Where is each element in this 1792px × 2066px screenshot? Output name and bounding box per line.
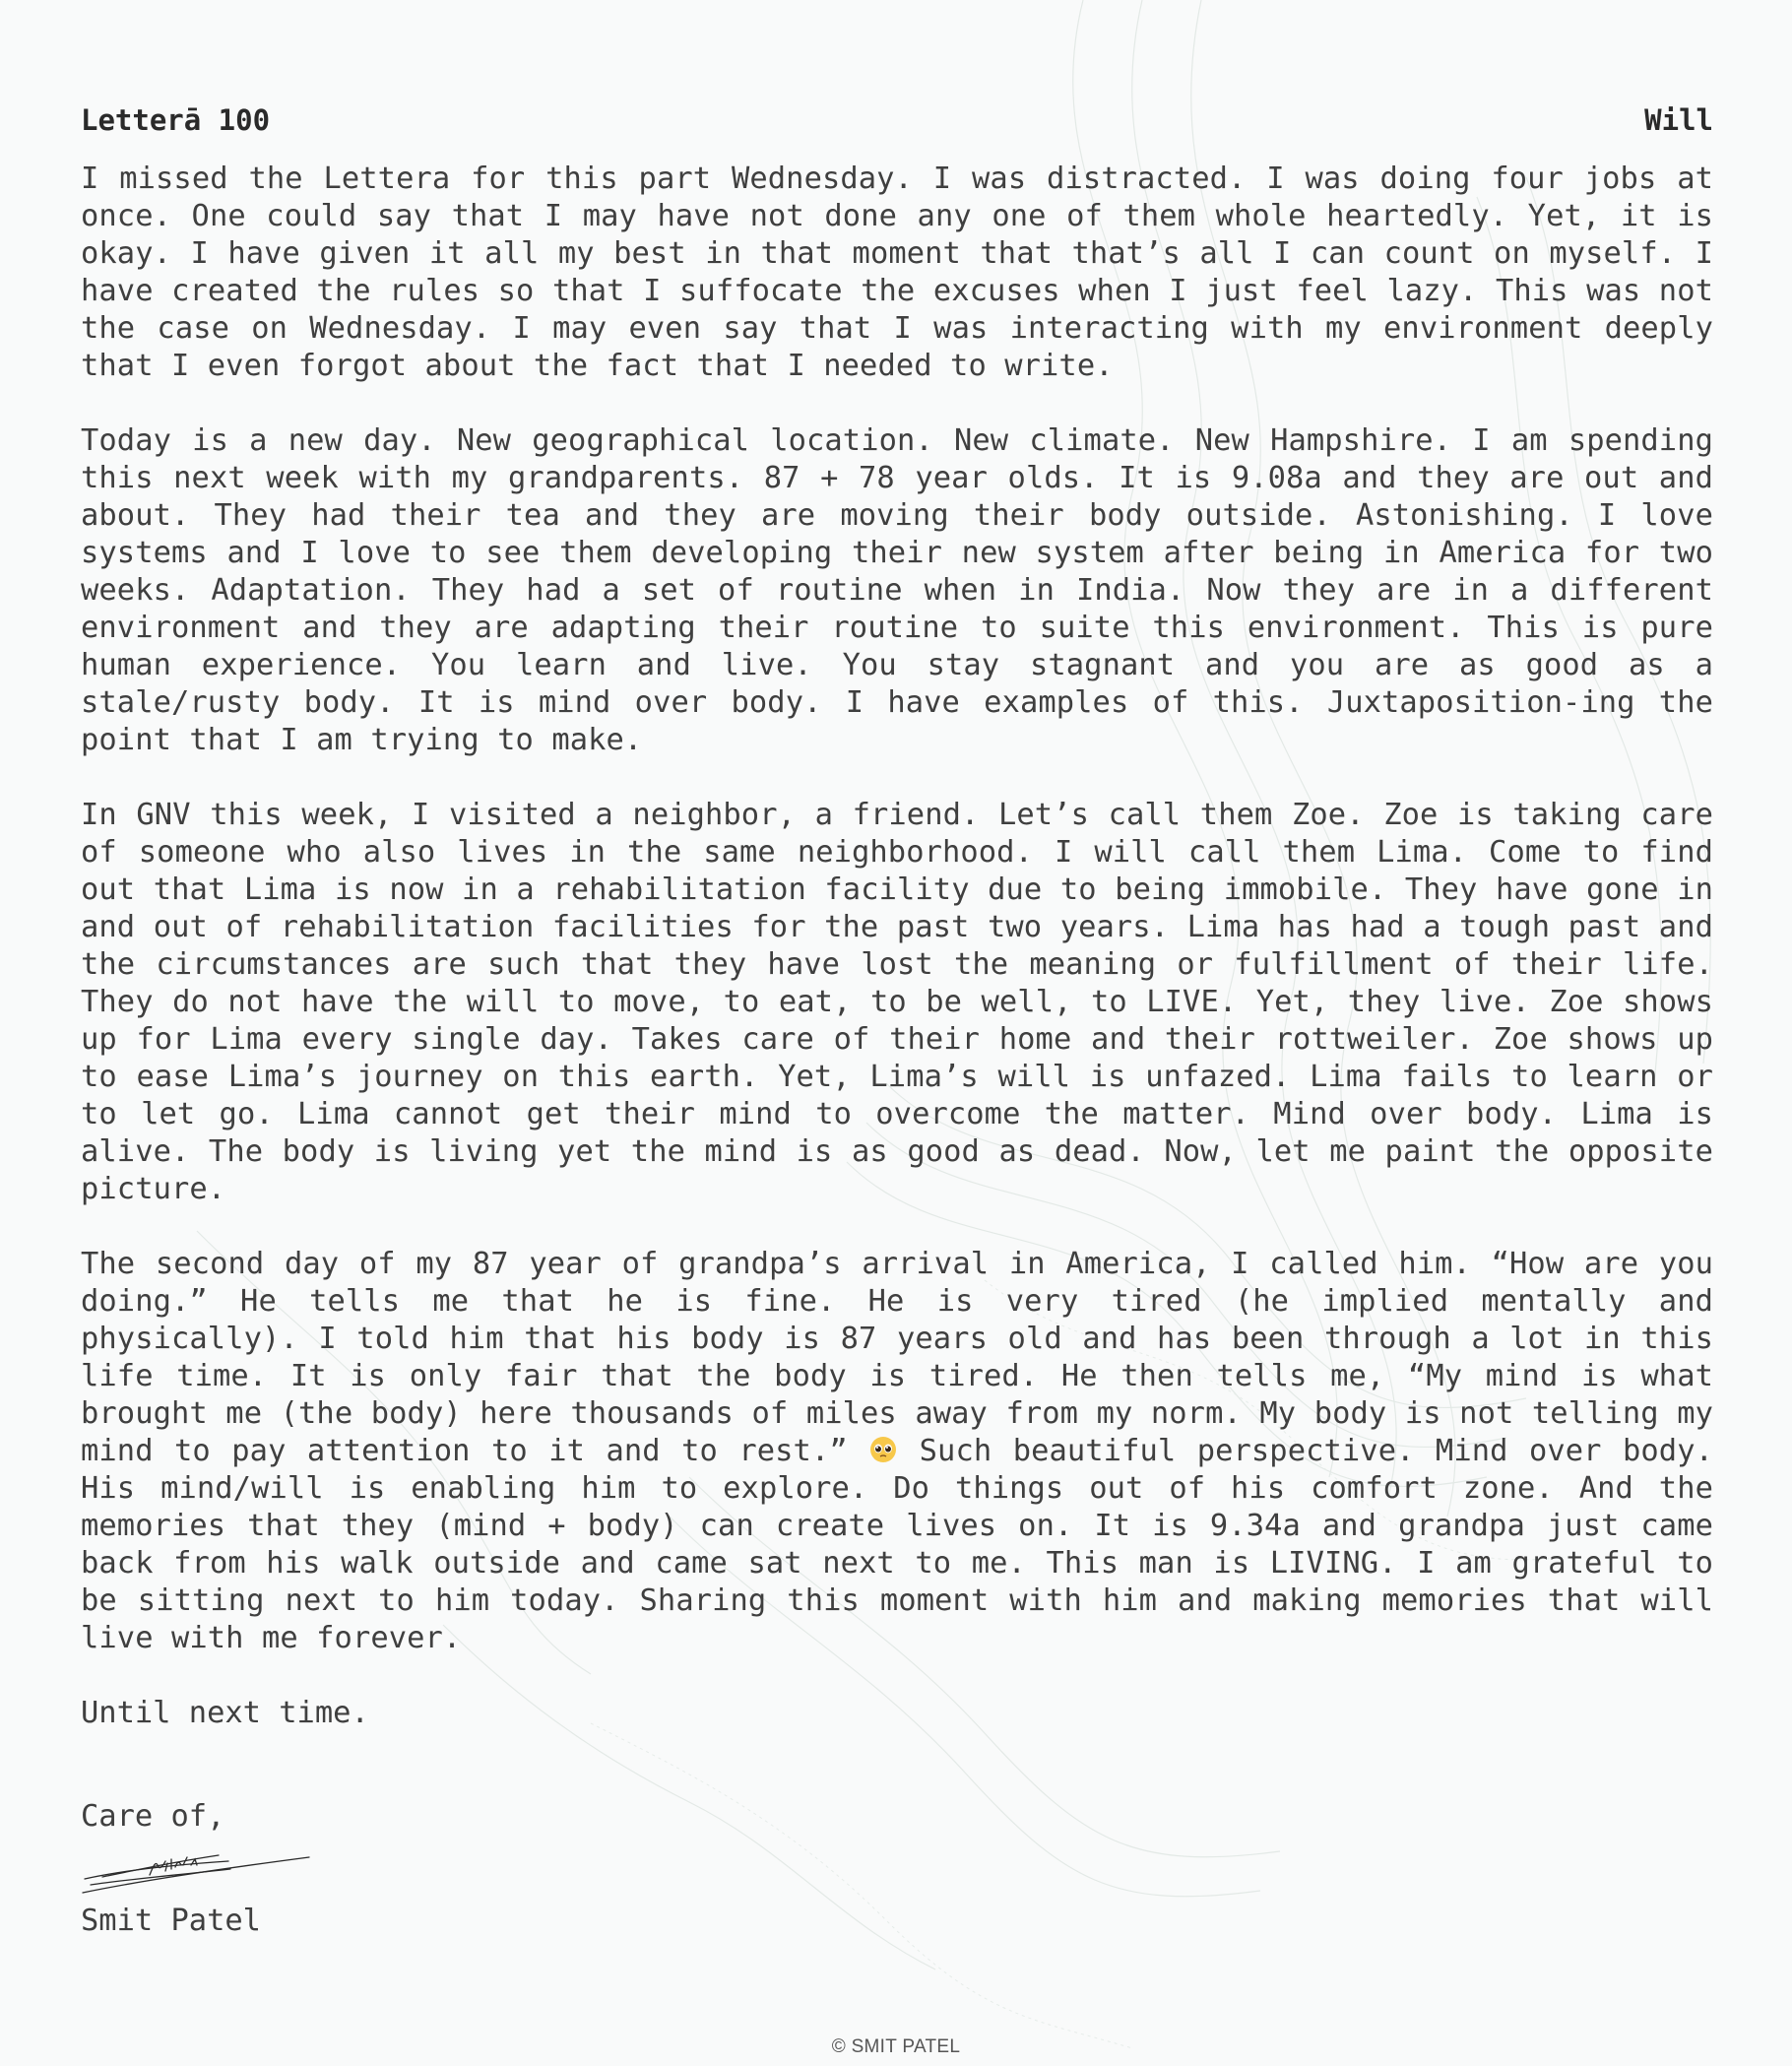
letter-body bbox=[81, 161, 1713, 1657]
paragraph-4-part-2: Such beautiful perspective. Mind over body. His mind/will is enabling him to explore. Do things out of his comfort zone. And the memories that they (mind + body) can create lives on. It is 9.34a and grandpa just came back from his walk outside and came sat next to me. This man is LIVING. I am grateful to be sitting next to him today. Sharing this moment with him and making memories that will live with me forever. bbox=[81, 1434, 1714, 1655]
paragraph-4 bbox=[81, 1246, 1713, 1657]
paragraph-4-part-1: The second day of my 87 year of grandpa’s arrival in America, I called him. “How are you doing.” He tells me that he is fine. He is very tired (he implied mentally and physically). I told him that his body is 87 years old and has been through a lot in this life time. It is only fair that the body is tired. He then tells me, “My mind is what brought me (the body) here thousands of miles away from my norm. My body is not telling my mind to pay attention to it and to rest.” bbox=[81, 1247, 1713, 1468]
letter-page bbox=[81, 103, 1713, 1940]
copyright-footer: © SMIT PATEL bbox=[831, 2036, 961, 2057]
closing-line: Until next time. bbox=[81, 1696, 369, 1730]
signature-image bbox=[81, 1836, 317, 1906]
author-name: Smit Patel bbox=[81, 1904, 261, 1938]
sign-off: Care of, bbox=[81, 1799, 225, 1834]
letter-header bbox=[81, 103, 1713, 161]
paragraph-3: In GNV this week, I visited a neighbor, a friend. Let’s call them Zoe. Zoe is taking care of someone who also lives in the same neighborhood. I will call them Lima. Come to find out that Lima is now in a rehabilitation facility due to being immobile. They have gone in and out of rehabilitation facilities for the past two years. Lima has had a tough past and the circumstances are such that they have lost the meaning or fulfillment of their life. They do not have the will to move, to eat, to be well, to LIVE. Yet, they live. Zoe shows up for Lima every single day. Takes care of their home and their rottweiler. Zoe shows up to ease Lima’s journey on this earth. Yet, Lima’s will is unfazed. Lima fails to learn or to let go. Lima cannot get their mind to overcome the matter. Mind over body. Lima is alive. The body is living yet the mind is as good as dead. Now, let me paint the opposite picture. bbox=[81, 798, 1713, 1206]
letter-title: Letterā 100 bbox=[81, 103, 271, 137]
paragraph-1: I missed the Lettera for this part Wednesday. I was distracted. I was doing four jobs at once. One could say that I may have not done any one of them whole heartedly. Yet, it is okay. I have given it all my best in that moment that that’s all I can count on myself. I have created the rules so that I suffocate the excuses when I just feel lazy. This was not the case on Wednesday. I may even say that I was interacting with my environment deeply that I even forgot about the fact that I needed to write. bbox=[81, 161, 1713, 383]
pleading-face-emoji-icon bbox=[868, 1435, 898, 1464]
paragraph-2: Today is a new day. New geographical location. New climate. New Hampshire. I am spending this next week with my grandparents. 87 + 78 year olds. It is 9.08a and they are out and about. They had their tea and they are moving their body outside. Astonishing. I love systems and I love to see them developing their new system after being in America for two weeks. Adaptation. They had a set of routine when in India. Now they are in a different environment and they are adapting their routine to suite this environment. This is pure human experience. You learn and live. You stay stagnant and you are as good as a stale/rusty body. It is mind over body. I have examples of this. Juxtaposition-ing the point that I am trying to make. bbox=[81, 423, 1713, 757]
letter-topic: Will bbox=[1644, 103, 1713, 137]
